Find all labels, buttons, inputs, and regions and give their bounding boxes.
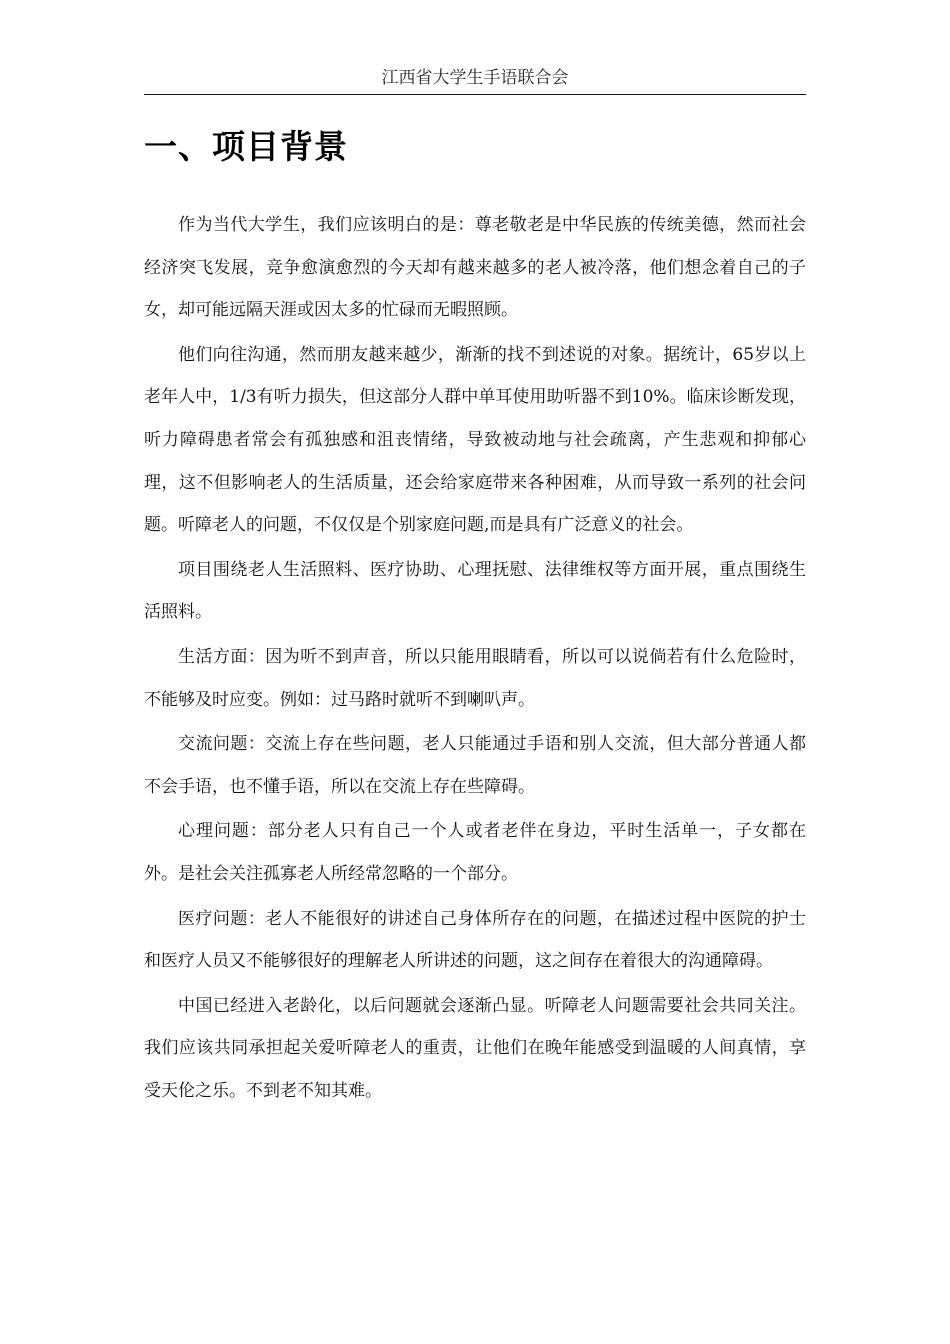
paragraph: 心理问题：部分老人只有自己一个人或者老伴在身边，平时生活单一，子女都在外。是社会关注孤寡老人所经常忽略的一个部分。 bbox=[144, 821, 806, 884]
paragraph: 生活方面：因为听不到声音，所以只能用眼睛看，所以可以说倘若有什么危险时，不能够及时应变。例如：过马路时就听不到喇叭声。 bbox=[144, 646, 806, 710]
paragraph: 交流问题：交流上存在些问题，老人只能通过手语和别人交流，但大部分普通人都不会手语，也不懂手语，所以在交流上存在些障碍。 bbox=[144, 734, 806, 797]
header-divider bbox=[144, 94, 806, 95]
paragraph: 项目围绕老人生活照料、医疗协助、心理抚慰、法律维权等方面开展，重点围绕生活照料。 bbox=[144, 559, 806, 623]
paragraph: 他们向往沟通，然而朋友越来越少，渐渐的找不到述说的对象。据统计，65岁以上老年人中，1/3有听力损失，但这部分人群中单耳使用助听器不到10%。临床诊断发现，听力障碍患者常会有孤独感和沮丧情绪，导致被动地与社会疏离，产生悲观和抑郁心理，这不但影响老人的生活质量，还会给家庭带来各种困难，从而导致一系列的社会问题。听障老人的问题，不仅仅是个别家庭问题,而是具有广泛意义的社会。 bbox=[144, 344, 806, 536]
section-heading: 一、项目背景 bbox=[144, 127, 348, 166]
paragraph: 中国已经进入老龄化，以后问题就会逐渐凸显。听障老人问题需要社会共同关注。我们应该共同承担起关爱听障老人的重责，让他们在晚年能感受到温暖的人间真情，享受天伦之乐。不到老不知其难。 bbox=[144, 995, 806, 1101]
paragraph: 作为当代大学生，我们应该明白的是：尊老敬老是中华民族的传统美德，然而社会经济突飞发展，竞争愈演愈烈的今天却有越来越多的老人被冷落，他们想念着自己的子女，却可能远隔天涯或因太多的忙碌而无暇照顾。 bbox=[144, 215, 806, 321]
body-text bbox=[144, 204, 806, 1114]
page-header: 江西省大学生手语联合会 bbox=[381, 68, 569, 88]
paragraph: 医疗问题：老人不能很好的讲述自己身体所存在的问题，在描述过程中医院的护士和医疗人员又不能够很好的理解老人所讲述的问题，这之间存在着很大的沟通障碍。 bbox=[144, 908, 806, 972]
